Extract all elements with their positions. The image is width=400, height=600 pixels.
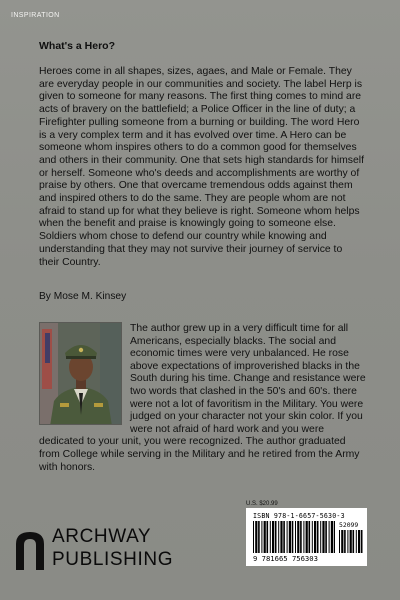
barcode-bar (258, 521, 260, 553)
barcode-bar (331, 521, 333, 553)
barcode-bar (356, 530, 357, 553)
barcode-bar (344, 530, 346, 553)
barcode-bar (283, 521, 285, 553)
barcode-bar (353, 530, 355, 553)
barcode-bar (361, 530, 363, 553)
price-label: U.S. $20.99 (246, 501, 278, 507)
barcode-bar (329, 521, 330, 553)
barcode-bar (255, 521, 257, 553)
archway-logo-icon (14, 530, 46, 570)
barcode-bar (264, 521, 266, 553)
barcode-bar (295, 521, 296, 553)
price-addon-barcode (339, 530, 365, 553)
publisher-name-line1: ARCHWAY (52, 526, 152, 547)
category-label: INSPIRATION (11, 12, 60, 19)
barcode-bar (272, 521, 274, 553)
isbn-label: ISBN 978-1-6657-5630-3 (253, 512, 345, 520)
barcode-bar (358, 530, 360, 553)
barcode-number-label: 9 781665 756303 (253, 554, 318, 563)
barcode-bar (275, 521, 277, 553)
blurb-heading: What's a Hero? (39, 40, 116, 52)
barcode-bar (253, 521, 254, 553)
barcode-bar (261, 521, 262, 553)
publisher-name-line2: PUBLISHING (52, 549, 174, 570)
barcode-bar (320, 521, 321, 553)
barcode-bar (322, 521, 324, 553)
barcode-bar (341, 530, 343, 553)
barcode-bar (309, 521, 311, 553)
barcode-bar (292, 521, 294, 553)
isbn-barcode (253, 521, 335, 553)
barcode-bar (339, 530, 340, 553)
barcode-bar (350, 530, 352, 553)
barcode-bar (297, 521, 299, 553)
barcode-bar (300, 521, 302, 553)
author-byline: By Mose M. Kinsey (39, 291, 127, 302)
author-bio-wrap (39, 323, 367, 474)
barcode-addon-label: 52099 (339, 521, 359, 529)
barcode-bar (334, 521, 335, 553)
author-bio-text: The author grew up in a very difficult time for all Americans, especially blacks. The social and economic times were very unbalanced. He rose above expectations of improverished blacks in the South during his time. Change and resistance were two words that clashed in the 50's and 60's. there were not a lot of favoritism in the Military. You were judged on your character not your skin color. If you were not afraid of hard work and you were dedicated to your unit, you were recognized. The author graduated from College while serving in the Military and he retired from the Army with honors. (39, 323, 366, 473)
barcode-bar (317, 521, 319, 553)
barcode-bar (303, 521, 304, 553)
barcode-bar (278, 521, 279, 553)
barcode-bar (289, 521, 291, 553)
barcode-bar (280, 521, 282, 553)
barcode-bar (287, 521, 288, 553)
barcode-bar (347, 530, 348, 553)
blurb-text: Heroes come in all shapes, sizes, agaes, and Male or Female. They are everyday people in our communities and society. The label Herp is given to someone for many reasons. The first thing comes to mind are acts of bravery on the battlefield; a Police Officer in the line of duty; a Firefighter pulling someone from a burning or building. The word Hero is a very complex term and it has evolved over time. A Hero can be someone whom inspires others to do a common good for themselves and others in their community. One that sets high standards for himself or herself. Someone who's deeds and accomplishments are worthy of praise by others. One that overcame tremendous odds against them and inspired others to do the same. They are people whom are not afraid to stand up for what they believe is right. Someone whom helps when the benefit and praise is knowingly going to someone else. Soldiers whom chose to defend our country while knowing and understanding that they may not survive their journey of service to their Country. (39, 66, 364, 268)
barcode-bar (312, 521, 313, 553)
photo-spacer (39, 323, 130, 431)
barcode-bar (325, 521, 327, 553)
barcode-bar (314, 521, 316, 553)
barcode-bar (270, 521, 271, 553)
barcode-bar (306, 521, 308, 553)
barcode-bar (267, 521, 269, 553)
